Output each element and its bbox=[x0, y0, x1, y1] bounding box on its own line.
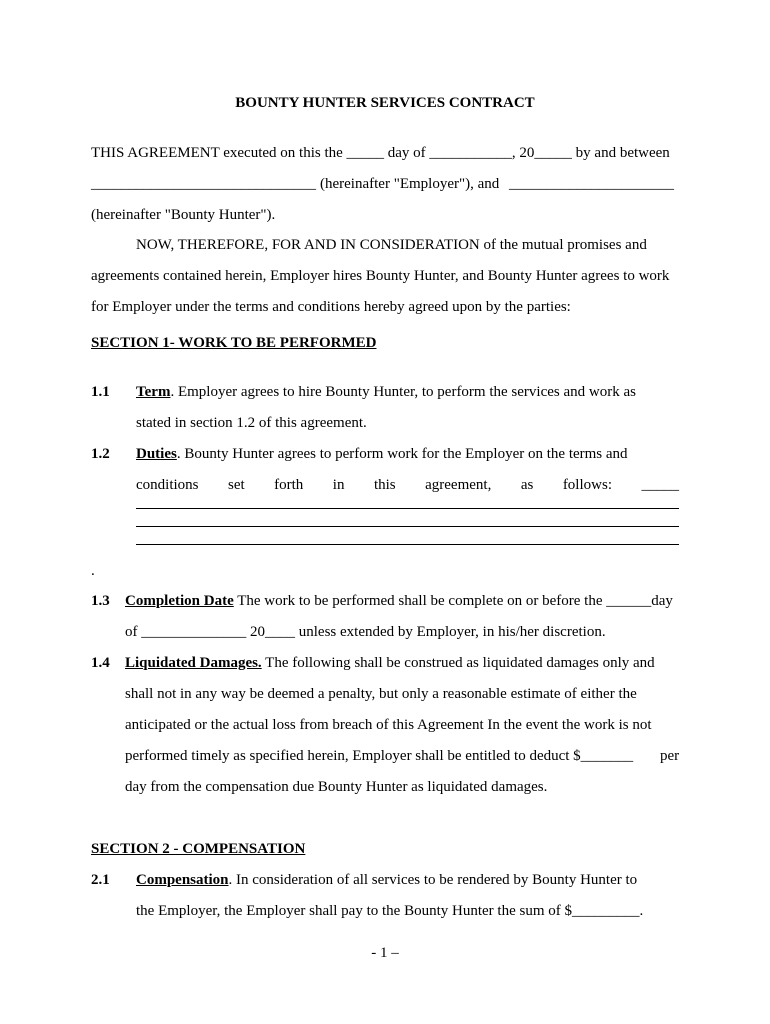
clause-2-1-line-2: the Employer, the Employer shall pay to the Bounty Hunter the sum of $_________. bbox=[136, 903, 644, 919]
duties-blank-line bbox=[136, 526, 679, 527]
clause-1-2-line-1 bbox=[136, 445, 679, 463]
duties-blank-line bbox=[136, 508, 679, 509]
clause-1-2-line-2 bbox=[136, 476, 679, 494]
clause-1-3-line-1 bbox=[125, 592, 673, 610]
preamble-line-1: THIS AGREEMENT executed on this the _____ day of ___________, 20_____ by and between bbox=[91, 145, 670, 161]
page-number: - 1 – bbox=[371, 945, 399, 961]
now-therefore-line-1: NOW, THEREFORE, FOR AND IN CONSIDERATION of the mutual promises and bbox=[136, 237, 647, 253]
clause-label: Completion Date bbox=[125, 593, 234, 609]
clause-label: Term bbox=[136, 384, 171, 400]
clause-label: Compensation bbox=[136, 872, 229, 888]
clause-1-4-line-4-right: per bbox=[660, 748, 680, 764]
clause-label: Liquidated Damages. bbox=[125, 655, 262, 671]
clause-number: 1.4 bbox=[91, 655, 110, 671]
clause-label: Duties bbox=[136, 446, 177, 462]
stray-period: . bbox=[91, 563, 95, 579]
clause-text: . In consideration of all services to be rendered by Bounty Hunter to bbox=[228, 872, 638, 888]
preamble-line-3: (hereinafter "Bounty Hunter"). bbox=[91, 207, 276, 223]
document-title: BOUNTY HUNTER SERVICES CONTRACT bbox=[235, 95, 535, 111]
clause-text: The work to be performed shall be complete on or before the ______day bbox=[233, 593, 673, 609]
word: conditions bbox=[136, 477, 199, 493]
clause-1-4-line-1 bbox=[125, 654, 679, 672]
word: in bbox=[332, 477, 345, 493]
clause-number: 1.3 bbox=[91, 593, 110, 609]
clause-number: 1.2 bbox=[91, 446, 110, 462]
word: set bbox=[227, 477, 245, 493]
clause-number: 2.1 bbox=[91, 872, 110, 888]
employer-designation: (hereinafter "Employer"), and bbox=[320, 176, 500, 192]
clause-1-3-line-2: of ______________ 20____ unless extended by Employer, in his/her discretion. bbox=[125, 624, 606, 640]
clause-text: The following shall be construed as liquidated damages only and bbox=[261, 655, 655, 671]
clause-1-1-line-2: stated in section 1.2 of this agreement. bbox=[136, 415, 367, 431]
word: forth bbox=[274, 477, 304, 493]
blank: _____ bbox=[641, 477, 679, 493]
clause-1-1-line-1 bbox=[136, 383, 636, 401]
now-therefore-line-3: for Employer under the terms and conditions hereby agreed upon by the parties: bbox=[91, 299, 571, 315]
section-1-heading: SECTION 1- WORK TO BE PERFORMED bbox=[91, 335, 377, 351]
clause-1-4-line-2: shall not in any way be deemed a penalty, but only a reasonable estimate of either the bbox=[125, 686, 637, 702]
now-therefore-line-2: agreements contained herein, Employer hires Bounty Hunter, and Bounty Hunter agrees to work bbox=[91, 268, 670, 284]
clause-text: . Employer agrees to hire Bounty Hunter, to perform the services and work as bbox=[170, 384, 636, 400]
word: as bbox=[520, 477, 534, 493]
word: follows: bbox=[562, 477, 612, 493]
clause-1-4-line-5: day from the compensation due Bounty Hunter as liquidated damages. bbox=[125, 779, 548, 795]
clause-1-4-line-4-left: performed timely as specified herein, Employer shall be entitled to deduct $_______ bbox=[125, 748, 634, 764]
bounty-hunter-name-blank: ______________________ bbox=[509, 176, 674, 192]
clause-1-4-line-3: anticipated or the actual loss from breach of this Agreement In the event the work is not bbox=[125, 717, 652, 733]
clause-text: . Bounty Hunter agrees to perform work for the Employer on the terms and bbox=[176, 446, 628, 462]
word: agreement, bbox=[425, 477, 492, 493]
clause-2-1-line-1 bbox=[136, 871, 637, 889]
employer-name-blank: ______________________________ bbox=[91, 176, 316, 192]
word: this bbox=[373, 477, 396, 493]
duties-blank-line bbox=[136, 544, 679, 545]
clause-number: 1.1 bbox=[91, 384, 110, 400]
section-2-heading: SECTION 2 - COMPENSATION bbox=[91, 841, 306, 857]
